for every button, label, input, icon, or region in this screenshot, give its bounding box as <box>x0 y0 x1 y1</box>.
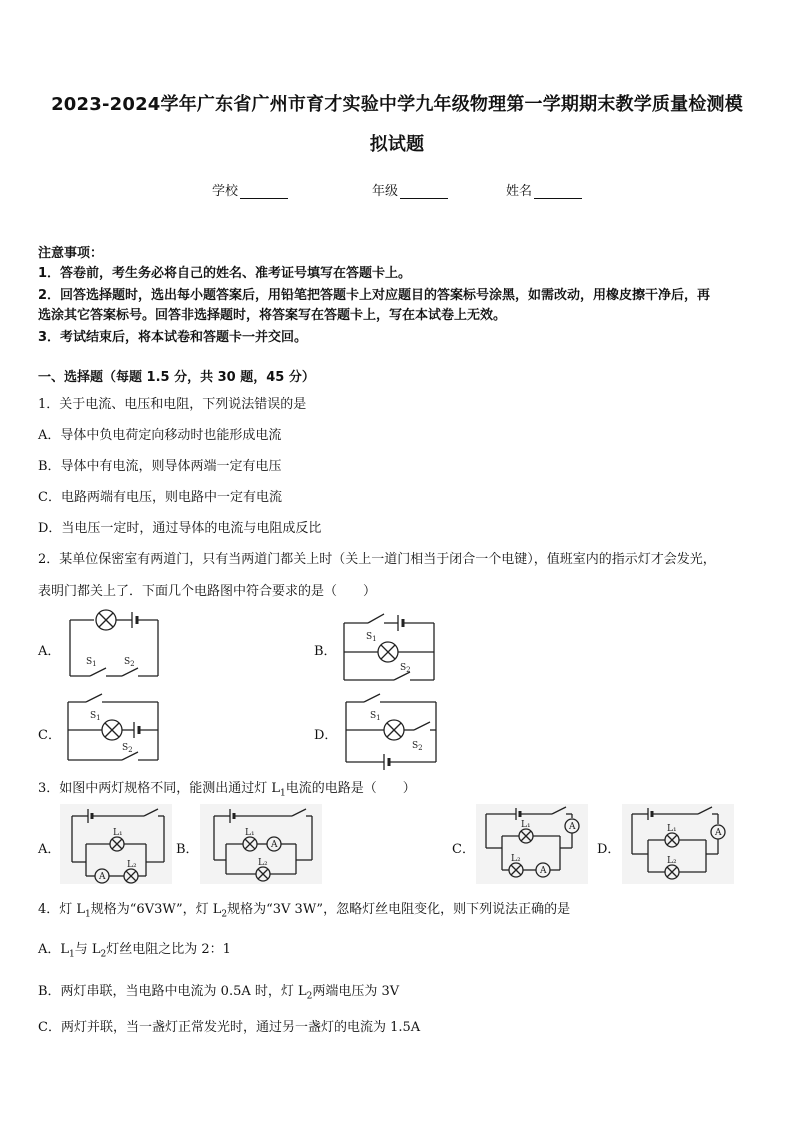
school-field[interactable] <box>212 180 288 199</box>
q3-circuit-b <box>200 804 322 884</box>
q2-stem-line2: 表明门都关上了．下面几个电路图中符合要求的是（ ） <box>38 584 377 599</box>
label-s1: $S_1$ <box>90 711 101 722</box>
switch-icon <box>368 614 384 623</box>
school-blank[interactable] <box>240 185 288 199</box>
q2-circuit-b <box>338 608 448 688</box>
page-title-line1: 2023-2024学年广东省广州市育才实验中学九年级物理第一学期期末教学质量检测模 <box>51 94 743 115</box>
q2-circuit-c <box>62 690 172 770</box>
notice-heading: 注意事项： <box>38 246 104 261</box>
label-ammeter: A <box>715 828 722 838</box>
q4-stem: 4．灯 $L_1$规格为“6V3W”，灯 $L_2$规格为“3V 3W”，忽略灯丝电阻变化，则下列说法正确的是 <box>38 902 571 920</box>
q4-option-a[interactable]: A．$L_1$与 $L_2$灯丝电阻之比为 2：1 <box>38 942 231 960</box>
label-ammeter: A <box>271 840 278 850</box>
page-title-line2: 拟试题 <box>369 134 425 155</box>
section-heading: 一、选择题（每题 1.5 分，共 30 题，45 分） <box>38 370 315 385</box>
label-s1: $S_1$ <box>86 657 97 668</box>
q1-option-b[interactable]: B．导体中有电流，则导体两端一定有电压 <box>38 459 282 474</box>
label-s2: $S_2$ <box>122 743 133 754</box>
q2-label-b[interactable]: B． <box>314 644 337 659</box>
notice-item-3: 3．考试结束后，将本试卷和答题卡一并交回。 <box>38 330 308 345</box>
notice-item-1: 1．答卷前，考生务必将自己的姓名、准考证号填写在答题卡上。 <box>38 266 412 281</box>
q3-label-c[interactable]: C． <box>452 842 475 857</box>
grade-blank[interactable] <box>400 185 448 199</box>
q1-option-a[interactable]: A．导体中负电荷定向移动时也能形成电流 <box>38 428 282 443</box>
label-s2: $S_2$ <box>412 741 423 752</box>
school-label: 学校 <box>212 184 239 199</box>
q4-option-c[interactable]: C．两灯并联，当一盏灯正常发光时，通过另一盏灯的电流为 1.5A <box>38 1020 421 1035</box>
notice-item-2: 2．回答选择题时，选出每小题答案后，用铅笔把答题卡上对应题目的答案标号涂黑，如需改动，用橡皮擦干净后，再 <box>38 288 711 303</box>
q1-option-c[interactable]: C．电路两端有电压，则电路中一定有电流 <box>38 490 282 505</box>
q3-circuit-c <box>476 804 588 884</box>
label-ammeter: A <box>99 872 106 882</box>
q2-label-c[interactable]: C． <box>38 728 61 743</box>
label-s2: $S_2$ <box>124 657 135 668</box>
label-s1: $S_1$ <box>366 632 377 643</box>
label-s2: $S_2$ <box>400 663 411 674</box>
name-blank[interactable] <box>534 185 582 199</box>
switch-s1-icon <box>90 668 106 676</box>
label-l2: L₂ <box>667 856 677 866</box>
label-ammeter: A <box>569 822 576 832</box>
label-l1: L₁ <box>667 824 677 834</box>
q2-label-a[interactable]: A． <box>38 644 61 659</box>
q3-stem: 3．如图中两灯规格不同，能测出通过灯 $L_1$电流的电路是（ ） <box>38 781 416 799</box>
q3-label-d[interactable]: D． <box>597 842 621 857</box>
name-label: 姓名 <box>506 184 533 199</box>
name-field[interactable] <box>506 180 582 199</box>
switch-s2-icon <box>414 722 430 730</box>
grade-label: 年级 <box>372 184 399 199</box>
label-l2: L₂ <box>511 854 521 864</box>
label-l1: L₁ <box>245 828 255 838</box>
q2-circuit-d <box>340 690 450 770</box>
q2-label-d[interactable]: D． <box>314 728 338 743</box>
q3-label-b[interactable]: B． <box>176 842 199 857</box>
label-l1: L₁ <box>521 820 531 830</box>
switch-s2-icon <box>122 668 138 676</box>
q3-circuit-d <box>622 804 734 884</box>
q2-circuit-a <box>60 608 170 683</box>
label-l1: L₁ <box>113 828 123 838</box>
switch-s1-icon <box>86 694 102 702</box>
label-l2: L₂ <box>127 860 137 870</box>
q3-circuit-a <box>60 804 172 884</box>
grade-field[interactable] <box>372 180 448 199</box>
switch-s1-icon <box>364 694 380 702</box>
q1-option-d[interactable]: D．当电压一定时，通过导体的电流与电阻成反比 <box>38 521 322 536</box>
notice-item-2-cont: 选涂其它答案标号。回答非选择题时，将答案写在答题卡上，写在本试卷上无效。 <box>38 308 507 323</box>
label-l2: L₂ <box>258 858 268 868</box>
label-ammeter-2: A <box>540 866 547 876</box>
q3-label-a[interactable]: A． <box>38 842 61 857</box>
q2-stem-line1: 2．某单位保密室有两道门，只有当两道门都关上时（关上一道门相当于闭合一个电键），值班室内的指示灯才会发光， <box>38 552 716 567</box>
q1-stem: 1．关于电流、电压和电阻，下列说法错误的是 <box>38 397 307 412</box>
q4-option-b[interactable]: B．两灯串联，当电路中电流为 0.5A 时，灯 $L_2$两端电压为 3V <box>38 984 400 1002</box>
label-s1: $S_1$ <box>370 711 381 722</box>
